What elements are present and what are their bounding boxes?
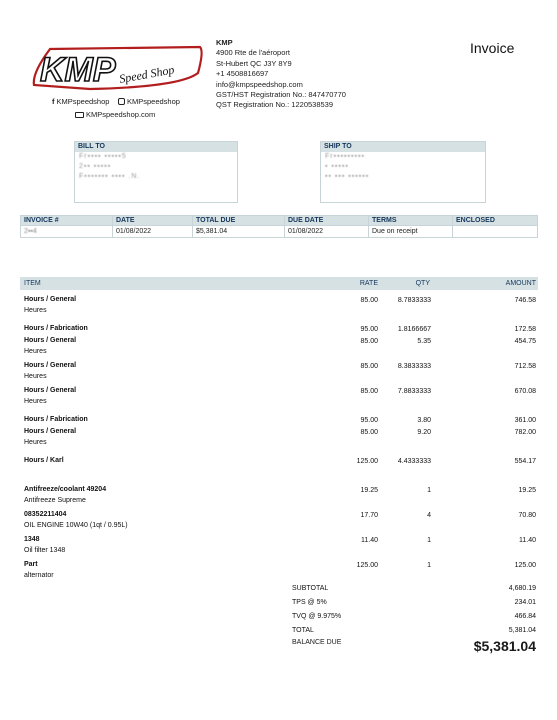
qst-number: QST Registration No.: 1220538539	[216, 100, 334, 110]
truck-icon	[75, 112, 84, 118]
item-rate: 85.00	[360, 429, 378, 436]
summary-header: TERMS	[369, 216, 453, 226]
item-qty: 8.7833333	[397, 297, 431, 304]
invoice-date: 01/08/2022	[113, 226, 193, 238]
facebook-handle: f KMPspeedshop	[52, 97, 110, 106]
item-qty: 4	[427, 512, 431, 519]
item-name: Hours / Karl	[24, 457, 64, 464]
item-rate: 85.00	[360, 297, 378, 304]
due-date: 01/08/2022	[285, 226, 369, 238]
item-rate: 95.00	[360, 326, 378, 333]
item-column-header: ITEM	[24, 280, 41, 287]
company-name: KMP	[216, 38, 233, 47]
item-rate: 95.00	[360, 417, 378, 424]
enclosed	[453, 226, 538, 238]
items-header-row	[20, 277, 538, 290]
item-amount: 554.17	[514, 458, 536, 465]
company-email[interactable]: info@kmpspeedshop.com	[216, 79, 303, 89]
svg-text:KMP: KMP	[40, 51, 116, 89]
svg-text:Speed Shop: Speed Shop	[118, 62, 176, 86]
ship-to-line: Fr▪▪▪▪▪▪▪▪▪	[325, 153, 365, 160]
item-amount: 172.58	[514, 326, 536, 333]
summary-header: TOTAL DUE	[193, 216, 285, 226]
balance-due-label: BALANCE DUE	[292, 639, 342, 646]
item-description: OIL ENGINE 10W40 (1qt / 0.95L)	[24, 522, 128, 529]
summary-header: DUE DATE	[285, 216, 369, 226]
summary-value-row	[21, 226, 538, 238]
amount-column-header: AMOUNT	[505, 280, 536, 287]
item-qty: 1	[427, 537, 431, 544]
item-rate: 85.00	[360, 338, 378, 345]
totals-block	[292, 585, 538, 641]
item-name: Hours / Fabrication	[24, 416, 88, 423]
item-description: Heures	[24, 398, 47, 405]
facebook-icon: f	[52, 97, 55, 106]
item-name: Hours / General	[24, 296, 77, 303]
ship-to-box	[320, 141, 486, 203]
bill-to-box	[74, 141, 238, 203]
item-amount: 670.08	[514, 388, 536, 395]
balance-due-value: $5,381.04	[473, 638, 536, 654]
bill-to-line: Fr▪▪▪▪ ▪▪▪▪▪5	[79, 153, 127, 160]
item-amount: 782.00	[514, 429, 536, 436]
kmp-logo	[30, 43, 206, 95]
invoice-summary-table	[20, 215, 538, 238]
item-description: Heures	[24, 348, 47, 355]
company-info	[216, 38, 346, 111]
totals-value: 234.01	[514, 599, 536, 606]
ship-to-line: ▪▪ ▪▪▪ ▪▪▪▪▪▪	[325, 173, 370, 180]
item-name: Hours / General	[24, 387, 77, 394]
summary-header: ENCLOSED	[453, 216, 538, 226]
totals-label: TPS @ 5%	[292, 599, 327, 606]
item-description: Oil filter 1348	[24, 547, 66, 554]
item-amount: 19.25	[518, 487, 536, 494]
item-qty: 1	[427, 562, 431, 569]
kmp-logo-graphic	[30, 43, 206, 95]
instagram-icon	[118, 98, 125, 105]
item-qty: 4.4333333	[397, 458, 431, 465]
company-address-1: 4900 Rte de l'aéroport	[216, 48, 290, 58]
item-name: Hours / General	[24, 362, 77, 369]
summary-header: INVOICE #	[21, 216, 113, 226]
instagram-handle: KMPspeedshop	[118, 97, 180, 106]
totals-row	[292, 599, 538, 613]
ship-to-line: ▪ ▪▪▪▪▪	[325, 163, 349, 170]
item-qty: 3.80	[417, 417, 431, 424]
summary-header-row	[21, 216, 538, 226]
totals-value: 5,381.04	[508, 627, 536, 634]
item-description: Heures	[24, 307, 47, 314]
item-amount: 70.80	[518, 512, 536, 519]
item-description: Heures	[24, 373, 47, 380]
item-rate: 85.00	[360, 388, 378, 395]
totals-label: SUBTOTAL	[292, 585, 329, 592]
item-amount: 11.40	[519, 537, 536, 544]
item-rate: 17.70	[360, 512, 378, 519]
item-rate: 11.40	[361, 537, 378, 544]
totals-value: 4,680.19	[508, 585, 536, 592]
company-phone: +1 4508816697	[216, 69, 269, 79]
total-due: $5,381.04	[193, 226, 285, 238]
item-description: Heures	[24, 439, 47, 446]
ship-to-label: SHIP TO	[321, 142, 485, 152]
item-qty: 8.3833333	[397, 363, 431, 370]
item-name: Hours / General	[24, 428, 77, 435]
item-name: 08352211404	[24, 511, 67, 518]
item-qty: 7.8833333	[397, 388, 431, 395]
company-address-2: St-Hubert QC J3Y 8Y9	[216, 58, 292, 68]
totals-row	[292, 613, 538, 627]
item-amount: 454.75	[514, 338, 536, 345]
qty-column-header: QTY	[415, 280, 430, 287]
item-qty: 9.20	[417, 429, 431, 436]
item-qty: 1.8166667	[397, 326, 431, 333]
totals-value: 466.84	[514, 613, 536, 620]
website-link[interactable]: KMPspeedshop.com	[75, 110, 155, 119]
bill-to-label: BILL TO	[75, 142, 237, 152]
bill-to-line: 2▪▪ ▪▪▪▪▪	[79, 163, 112, 170]
summary-header: DATE	[113, 216, 193, 226]
item-description: Antifreeze Supreme	[24, 497, 86, 504]
gst-number: GST/HST Registration No.: 847470770	[216, 90, 346, 100]
item-rate: 125.00	[356, 458, 378, 465]
item-rate: 85.00	[360, 363, 378, 370]
item-name: Hours / Fabrication	[24, 325, 88, 332]
item-amount: 361.00	[514, 417, 536, 424]
item-name: Hours / General	[24, 337, 77, 344]
item-amount: 712.58	[514, 363, 536, 370]
invoice-title: Invoice	[470, 40, 515, 56]
rate-column-header: RATE	[359, 280, 378, 287]
item-name: Antifreeze/coolant 49204	[24, 486, 107, 493]
terms: Due on receipt	[369, 226, 453, 238]
bill-to-line: F▪▪▪▪▪▪▪ ▪▪▪▪ .N.	[79, 173, 141, 180]
item-name: 1348	[24, 536, 40, 543]
item-rate: 125.00	[356, 562, 378, 569]
item-qty: 5.35	[417, 338, 431, 345]
item-description: alternator	[24, 572, 54, 579]
item-qty: 1	[427, 487, 431, 494]
item-amount: 746.58	[514, 297, 536, 304]
totals-label: TVQ @ 9.975%	[292, 613, 342, 620]
line-items-table	[20, 277, 538, 579]
totals-label: TOTAL	[292, 627, 314, 634]
invoice-number: 2▪▪4	[21, 226, 113, 238]
item-amount: 125.00	[514, 562, 536, 569]
item-rate: 19.25	[360, 487, 378, 494]
totals-row	[292, 585, 538, 599]
item-name: Part	[24, 561, 38, 568]
